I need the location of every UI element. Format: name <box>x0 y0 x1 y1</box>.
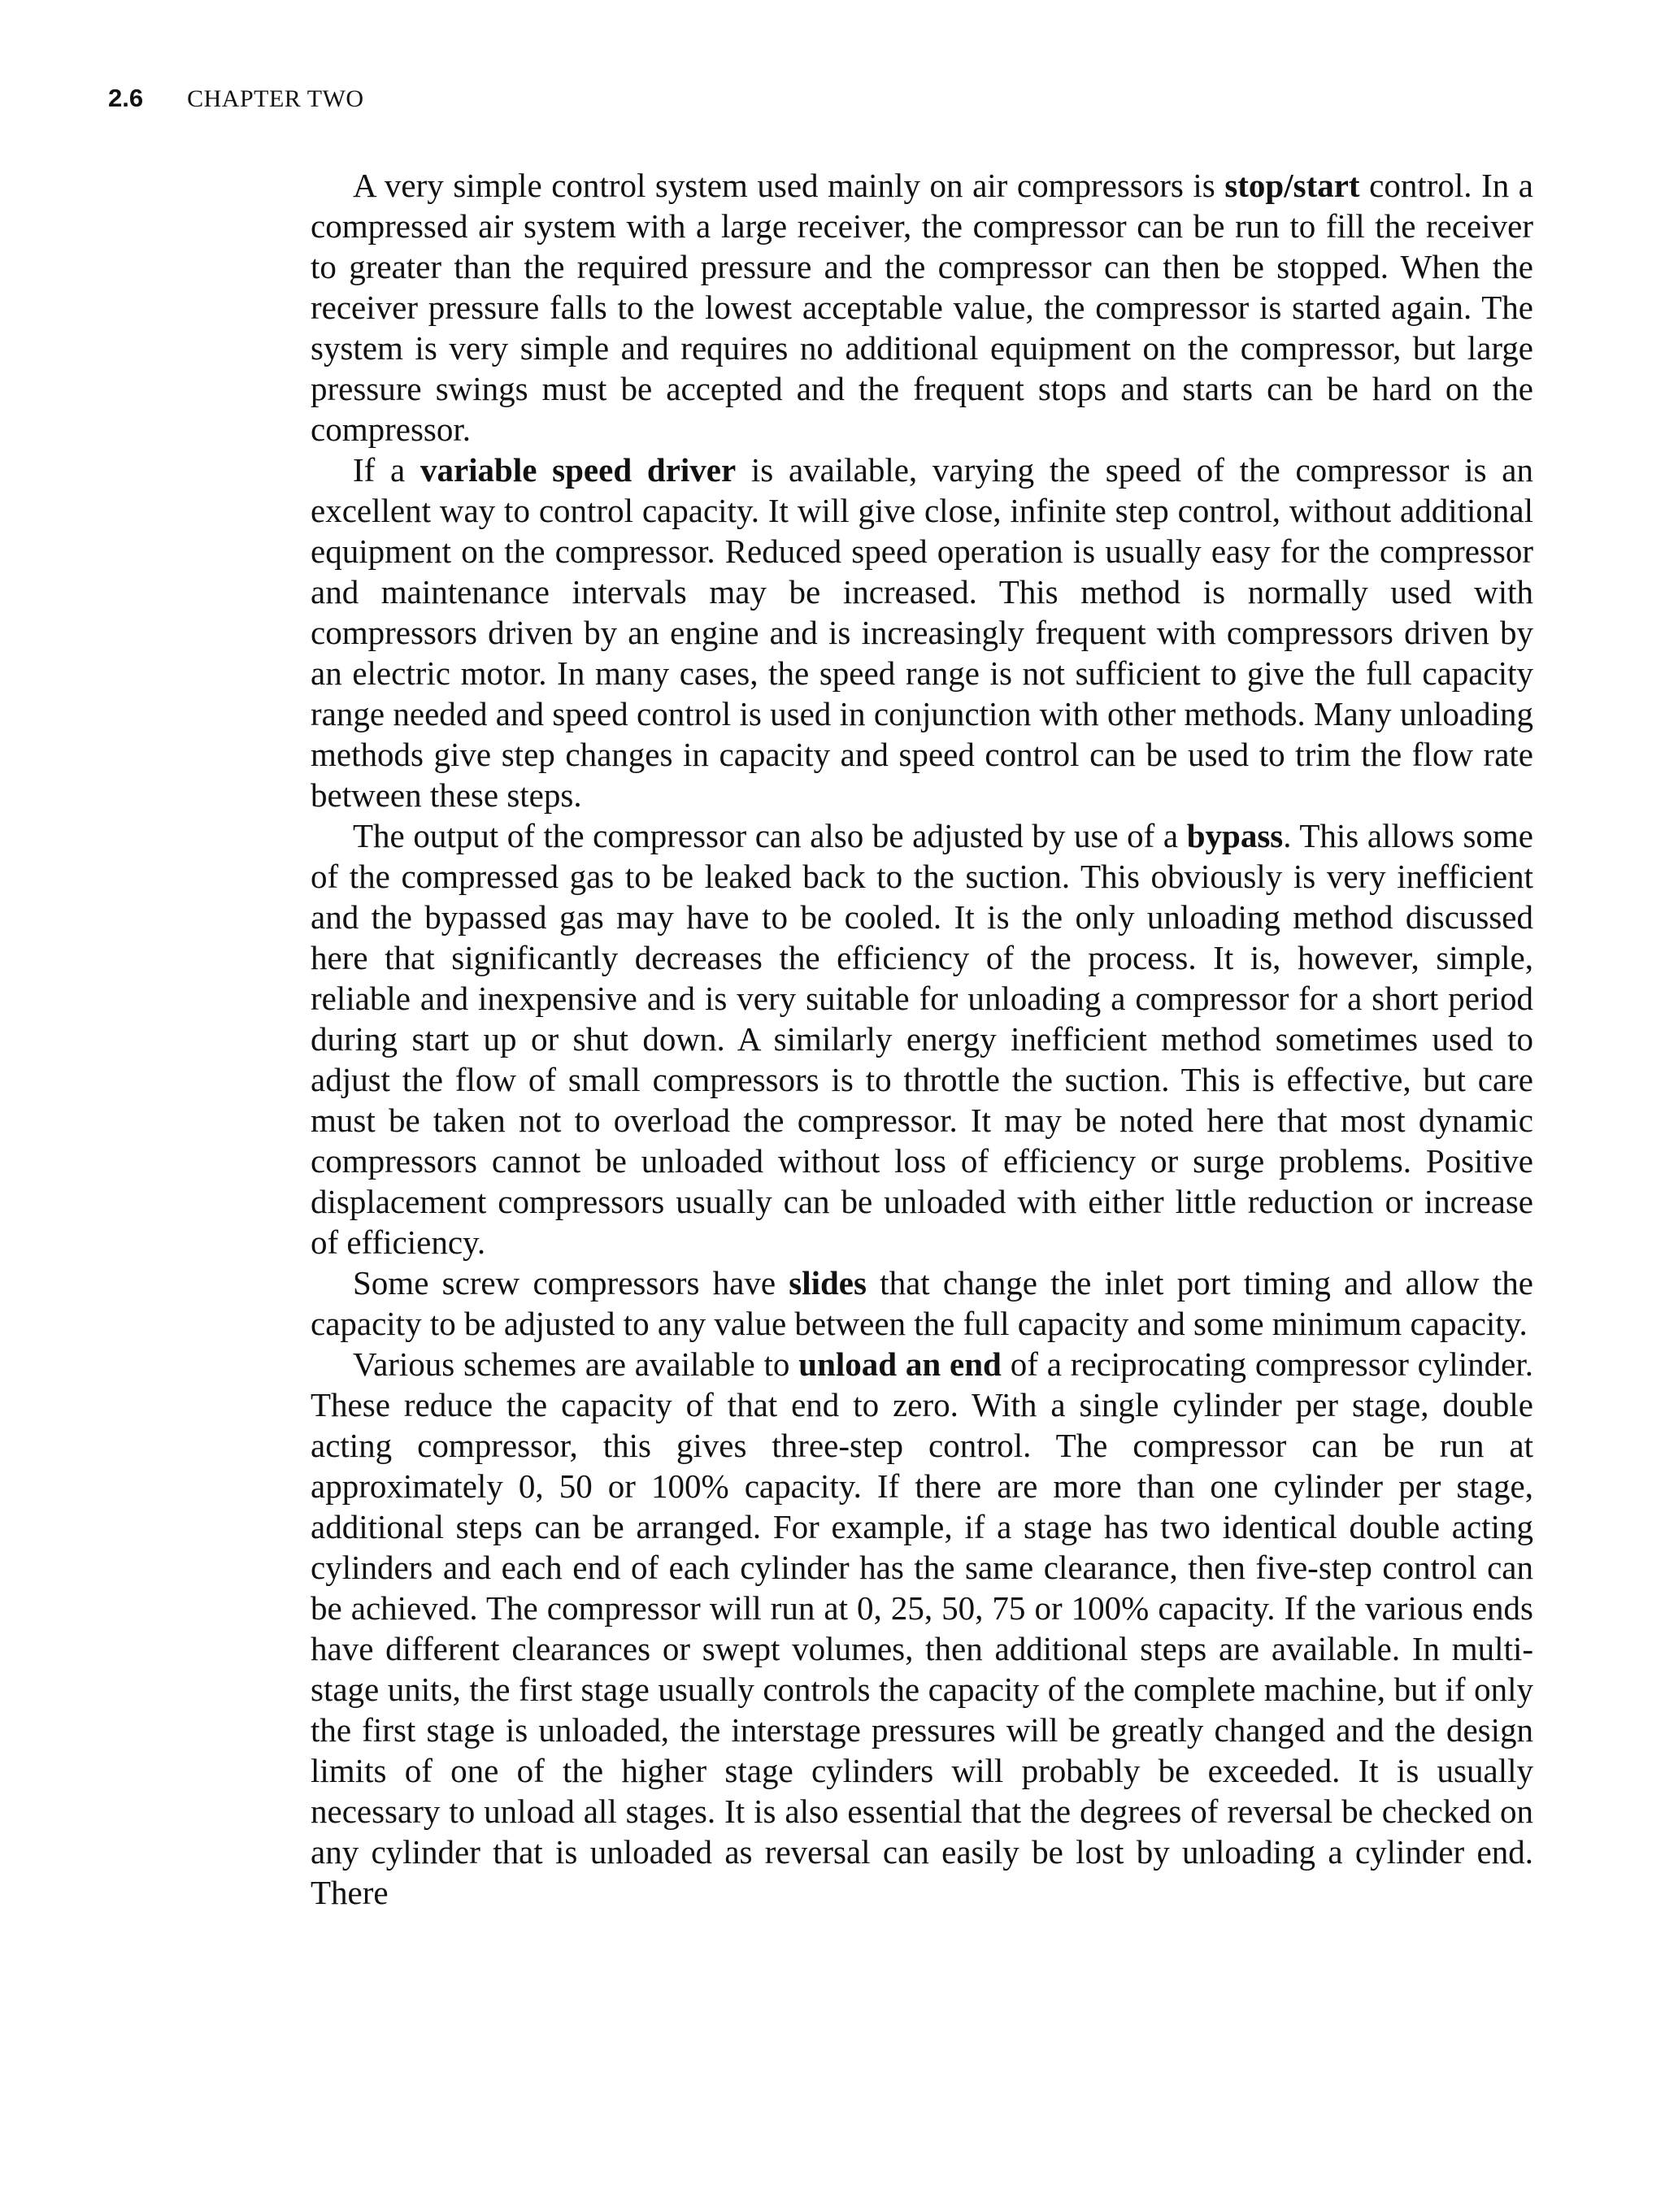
paragraph-text: A very simple control system used mainly on air compressors is <box>353 167 1225 204</box>
key-term-slides: slides <box>789 1264 867 1302</box>
paragraph-slides <box>311 1262 1533 1344</box>
paragraph-text: Some screw compressors have <box>353 1264 789 1302</box>
paragraph-text: If a <box>353 451 420 489</box>
paragraph-stop-start <box>311 165 1533 450</box>
chapter-title: CHAPTER TWO <box>187 85 364 112</box>
body-text <box>311 165 1533 1913</box>
key-term-unload-an-end: unload an end <box>798 1345 1002 1383</box>
paragraph-bypass <box>311 815 1533 1262</box>
key-term-variable-speed-driver: variable speed driver <box>420 451 737 489</box>
page-number: 2.6 <box>108 84 144 112</box>
paragraph-text: control. In a compressed air system with a large receiver, the compressor can be run to fill the receiver to greater than the required pressure and the compressor can then be stopped. When the receiver pressure falls to the lowest acceptable value, the compressor is started again. The system is very simple and requires no additional equipment on the compressor, but large pressure swings must be accepted and the frequent stops and starts can be hard on the compressor. <box>311 167 1533 448</box>
paragraph-text: The output of the compressor can also be adjusted by use of a <box>353 817 1187 854</box>
key-term-stop-start: stop/start <box>1224 167 1360 204</box>
running-head <box>108 84 364 116</box>
paragraph-text: . This allows some of the compressed gas to be leaked back to the suction. This obviously is very inefficient and the bypassed gas may have to be cooled. It is the only unloading method discussed here that significantly decreases the efficiency of the process. It is, however, simple, reliable and inexpensive and is very suitable for unloading a compressor for a short period during start up or shut down. A similarly energy inefficient method sometimes used to adjust the flow of small compressors is to throttle the suction. This is effective, but care must be taken not to overload the compressor. It may be noted here that most dynamic compressors cannot be unloaded without loss of efficiency or surge problems. Positive displacement compressors usually can be unloaded with either little reduction or increase of efficiency. <box>311 817 1533 1261</box>
paragraph-unload-end <box>311 1344 1533 1913</box>
paragraph-text: Various schemes are available to <box>353 1345 799 1383</box>
paragraph-text: that change the inlet port timing and allow the capacity to be adjusted to any value between the full capacity and some minimum capacity. <box>311 1264 1533 1342</box>
key-term-bypass: bypass <box>1186 817 1284 854</box>
paragraph-variable-speed <box>311 450 1533 815</box>
paragraph-text: is available, varying the speed of the compressor is an excellent way to control capacity. It will give close, infinite step control, without additional equipment on the compressor. Reduced speed operation is usually easy for the compressor and maintenance intervals may be increased. This method is normally used with compressors driven by an engine and is increasingly frequent with compressors driven by an electric motor. In many cases, the speed range is not sufficient to give the full capacity range needed and speed control is used in conjunction with other methods. Many unloading methods give step changes in capacity and speed control can be used to trim the flow rate between these steps. <box>311 451 1533 814</box>
paragraph-text: of a reciprocating compressor cylinder. These reduce the capacity of that end to zero. With a single cylinder per stage, double acting compressor, this gives three-step control. The compressor can be run at approximately 0, 50 or 100% capacity. If there are more than one cylinder per stage, additional steps can be arranged. For example, if a stage has two identical double acting cylinders and each end of each cylinder has the same clearance, then five-step control can be achieved. The compressor will run at 0, 25, 50, 75 or 100% capacity. If the various ends have different clearances or swept volumes, then additional steps are available. In multi-stage units, the first stage usually controls the capacity of the complete machine, but if only the first stage is unloaded, the interstage pressures will be greatly changed and the design limits of one of the higher stage cylinders will probably be exceeded. It is usually necessary to unload all stages. It is also essential that the degrees of reversal be checked on any cylinder that is unloaded as reversal can easily be lost by unloading a cylinder end. There <box>311 1345 1534 1911</box>
